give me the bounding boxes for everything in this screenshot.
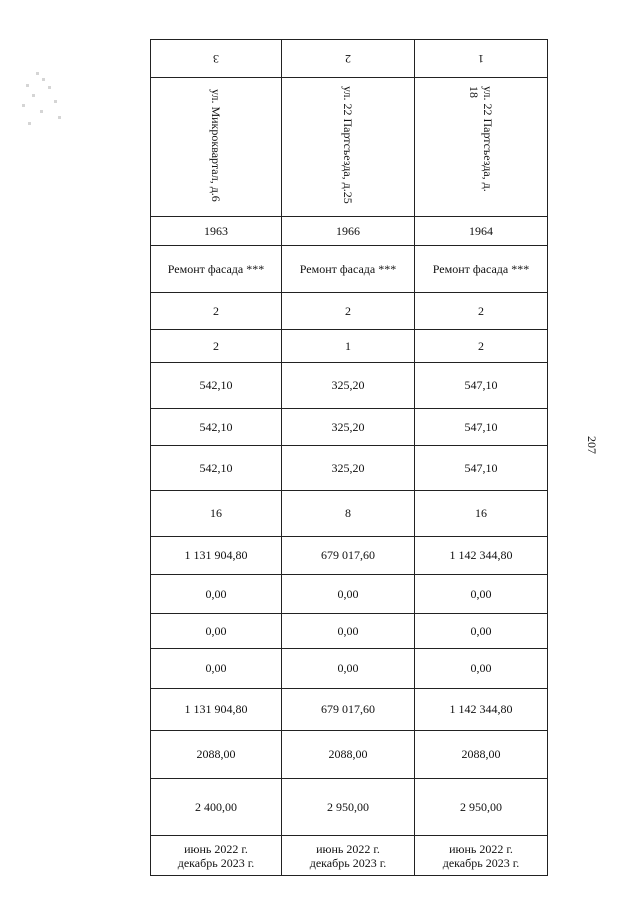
area-cell: 547,10 bbox=[415, 409, 548, 446]
fund-cell: 0,00 bbox=[282, 649, 415, 689]
work-type-cell: Ремонт фасада *** bbox=[151, 246, 282, 293]
area-cell: 325,20 bbox=[282, 446, 415, 491]
table-row-limit-cost bbox=[151, 779, 548, 836]
cost-cell: 1 131 904,80 bbox=[151, 689, 282, 731]
cost-cell: 1 142 344,80 bbox=[415, 537, 548, 575]
fund-cell: 0,00 bbox=[151, 575, 282, 614]
table-row-residents bbox=[151, 491, 548, 537]
period-cell bbox=[151, 836, 282, 876]
area-cell: 325,20 bbox=[282, 409, 415, 446]
table-row-area bbox=[151, 363, 548, 409]
fund-cell: 0,00 bbox=[415, 614, 548, 649]
area-cell: 542,10 bbox=[151, 363, 282, 409]
area-cell: 325,20 bbox=[282, 363, 415, 409]
address-text: ул. 22 Партсъезда, д. 18 bbox=[467, 86, 495, 192]
table-row-total-cost bbox=[151, 537, 548, 575]
table-cell: 2 bbox=[415, 330, 548, 363]
page-number: 207 bbox=[585, 436, 599, 454]
table-row-owners-cost bbox=[151, 689, 548, 731]
period-cell bbox=[282, 836, 415, 876]
table-row-area bbox=[151, 409, 548, 446]
fund-cell: 0,00 bbox=[151, 649, 282, 689]
cost-cell: 1 142 344,80 bbox=[415, 689, 548, 731]
area-cell: 542,10 bbox=[151, 446, 282, 491]
column-number-cell bbox=[151, 40, 282, 78]
cost-cell: 2088,00 bbox=[415, 731, 548, 779]
column-number-cell bbox=[415, 40, 548, 78]
table-row-column-numbers bbox=[151, 40, 548, 78]
table-row-period bbox=[151, 836, 548, 876]
area-cell: 542,10 bbox=[151, 409, 282, 446]
work-type-cell: Ремонт фасада *** bbox=[282, 246, 415, 293]
fund-cell: 0,00 bbox=[151, 614, 282, 649]
year-cell: 1966 bbox=[282, 217, 415, 246]
period-end: декабрь 2023 г. bbox=[442, 855, 520, 870]
column-number-cell bbox=[282, 40, 415, 78]
cost-cell: 2 950,00 bbox=[415, 779, 548, 836]
table-row-fund bbox=[151, 575, 548, 614]
period-start: июнь 2022 г. bbox=[449, 841, 513, 856]
period-end: декабрь 2023 г. bbox=[177, 855, 255, 870]
table-row-area bbox=[151, 446, 548, 491]
period-start: июнь 2022 г. bbox=[316, 841, 380, 856]
period-end: декабрь 2023 г. bbox=[309, 855, 387, 870]
work-type-cell: Ремонт фасада *** bbox=[415, 246, 548, 293]
cost-cell: 2088,00 bbox=[151, 731, 282, 779]
column-number: 2 bbox=[345, 52, 351, 66]
faint-stamp-marks bbox=[18, 72, 68, 132]
table-row-work-type bbox=[151, 246, 548, 293]
table-row-fund bbox=[151, 649, 548, 689]
column-number: 3 bbox=[213, 52, 219, 66]
address-cell bbox=[282, 78, 415, 217]
fund-cell: 0,00 bbox=[415, 575, 548, 614]
residents-cell: 16 bbox=[151, 491, 282, 537]
table-cell: 2 bbox=[415, 293, 548, 330]
cost-cell: 2088,00 bbox=[282, 731, 415, 779]
cost-cell: 2 950,00 bbox=[282, 779, 415, 836]
cost-cell: 1 131 904,80 bbox=[151, 537, 282, 575]
table-row-unit-cost bbox=[151, 731, 548, 779]
table-cell: 2 bbox=[282, 293, 415, 330]
table-cell: 2 bbox=[151, 293, 282, 330]
cost-cell: 679 017,60 bbox=[282, 689, 415, 731]
address-cell bbox=[151, 78, 282, 217]
fund-cell: 0,00 bbox=[282, 575, 415, 614]
table-row bbox=[151, 330, 548, 363]
table-row-address bbox=[151, 78, 548, 217]
cost-cell: 679 017,60 bbox=[282, 537, 415, 575]
fund-cell: 0,00 bbox=[415, 649, 548, 689]
table-row-fund bbox=[151, 614, 548, 649]
period-start: июнь 2022 г. bbox=[184, 841, 248, 856]
address-text: ул. 22 Партсъезда, д.25 bbox=[341, 86, 355, 204]
residents-cell: 8 bbox=[282, 491, 415, 537]
table-cell: 2 bbox=[151, 330, 282, 363]
column-number: 1 bbox=[478, 52, 484, 66]
residents-cell: 16 bbox=[415, 491, 548, 537]
table-row-year bbox=[151, 217, 548, 246]
area-cell: 547,10 bbox=[415, 363, 548, 409]
year-cell: 1963 bbox=[151, 217, 282, 246]
table-row bbox=[151, 293, 548, 330]
area-cell: 547,10 bbox=[415, 446, 548, 491]
fund-cell: 0,00 bbox=[282, 614, 415, 649]
period-cell bbox=[415, 836, 548, 876]
year-cell: 1964 bbox=[415, 217, 548, 246]
address-cell bbox=[415, 78, 548, 217]
table-cell: 1 bbox=[282, 330, 415, 363]
address-text: ул. Микроквартал, д.6 bbox=[209, 88, 223, 202]
repair-schedule-table bbox=[150, 39, 548, 876]
cost-cell: 2 400,00 bbox=[151, 779, 282, 836]
